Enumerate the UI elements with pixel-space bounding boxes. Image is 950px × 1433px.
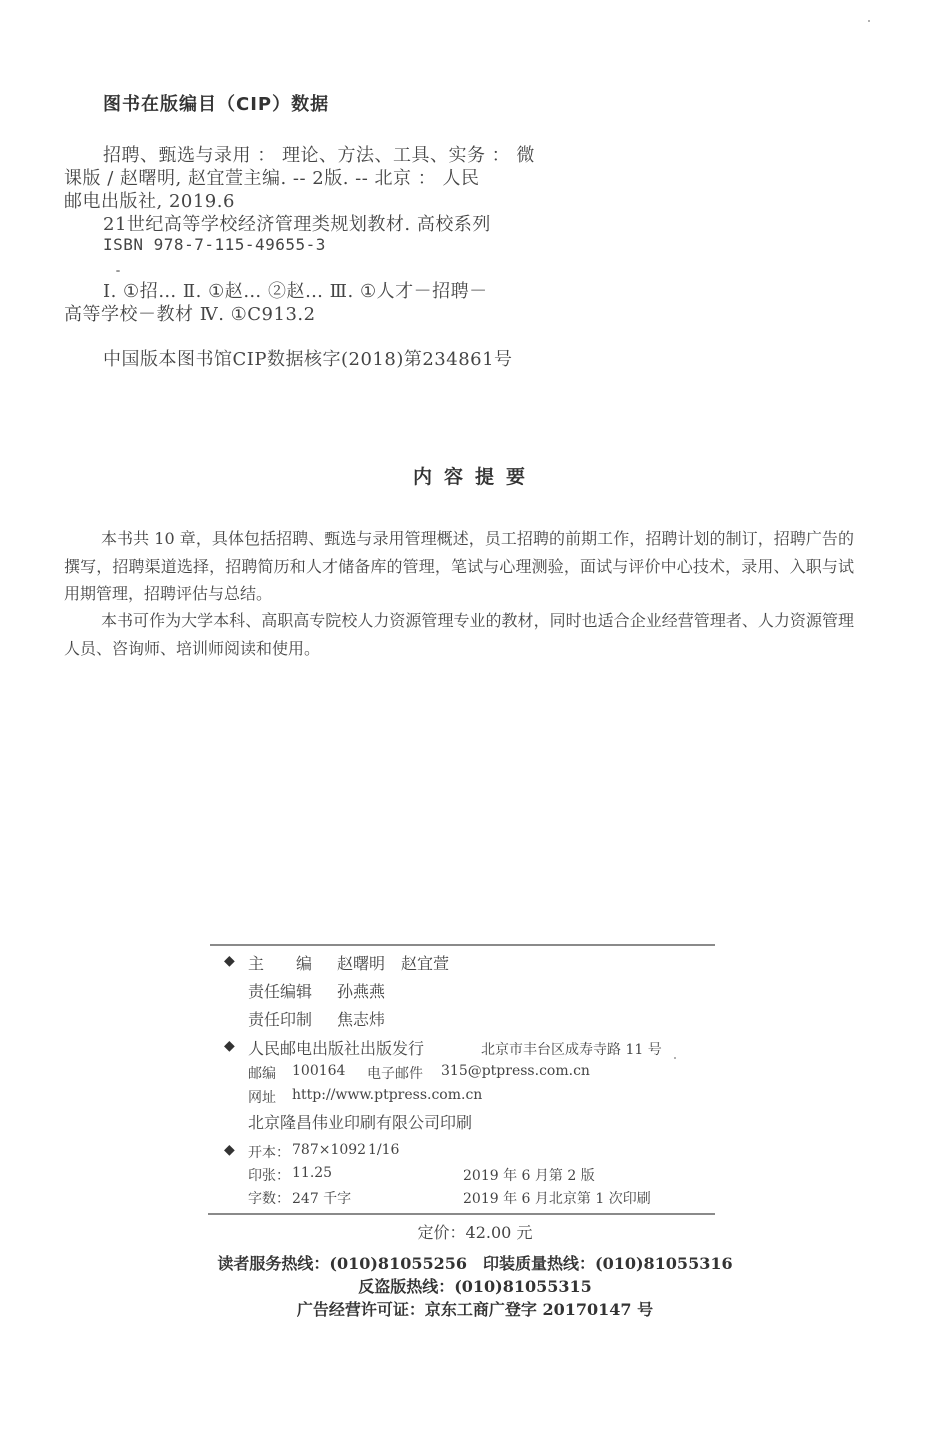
scan-speck [116, 270, 120, 272]
format-label: 开本： [248, 1145, 290, 1161]
email-label: 电子邮件 [367, 1066, 423, 1082]
website: http://www.ptpress.com.cn [292, 1087, 483, 1103]
words-label: 字数： [248, 1191, 290, 1207]
publisher: 人民邮电出版社出版发行 [248, 1039, 425, 1058]
credits-top-rule [210, 944, 715, 946]
scan-speck [674, 1057, 676, 1059]
advertising-license: 广告经营许可证：京东工商广登字 20170147 号 [296, 1300, 654, 1319]
word-count: 247 千字 [292, 1191, 352, 1207]
credits-bottom-rule [208, 1213, 715, 1215]
printer: 北京隆昌伟业印刷有限公司印刷 [248, 1113, 473, 1132]
website-label: 网址 [248, 1090, 276, 1106]
responsible-printing-name: 焦志炜 [337, 1010, 386, 1029]
cip-isbn: ISBN 978-7-115-49655-3 [103, 235, 326, 254]
price: 定价：42.00 元 [417, 1223, 533, 1242]
summary-paragraph-2: 本书可作为大学本科、高职高专院校人力资源管理专业的教材，同时也适合企业经营管理者、人力资源管理人员、咨询师、培训师阅读和使用。 [64, 611, 854, 658]
cip-series: 21世纪高等学校经济管理类规划教材. 高校系列 [103, 214, 491, 235]
reader-service-hotline: 读者服务热线：(010)81055256 印装质量热线：(010)81055316 [217, 1254, 733, 1273]
summary-heading: 内容提要 [412, 466, 537, 488]
cip-entry-line-3: 邮电出版社, 2019.6 [64, 191, 235, 212]
bullet-diamond-icon: ◆ [224, 953, 235, 969]
bullet-diamond-icon: ◆ [224, 1038, 235, 1054]
responsible-printing-label: 责任印制 [248, 1010, 313, 1029]
email: 315@ptpress.com.cn [441, 1063, 590, 1079]
cip-subject-line-2: 高等学校－教材 Ⅳ. ①C913.2 [64, 304, 316, 325]
bullet-diamond-icon: ◆ [224, 1142, 235, 1158]
cip-subject-line-1: Ⅰ. ①招… Ⅱ. ①赵… ②赵… Ⅲ. ①人才－招聘－ [103, 281, 488, 302]
editor-names: 赵曙明 赵宜萱 [337, 954, 450, 973]
postcode: 100164 [292, 1063, 346, 1079]
cip-entry-line-2: 课版 / 赵曙明, 赵宜萱主编. -- 2版. -- 北京 ： 人民 [64, 168, 480, 189]
cip-record-number: 中国版本图书馆CIP数据核字(2018)第234861号 [103, 349, 513, 370]
format-size: 787×1092 [292, 1142, 367, 1158]
summary-paragraph-1: 本书共 10 章，具体包括招聘、甄选与录用管理概述，员工招聘的前期工作，招聘计划的制订，招聘广告的撰写，招聘渠道选择，招聘简历和人才储备库的管理，笔试与心理测验，面试与评价中心技术，录用、入职与试用期管理，招聘评估与总结。 [64, 529, 854, 603]
printing: 2019 年 6 月北京第 1 次印刷 [463, 1191, 651, 1207]
scan-speck [868, 20, 870, 22]
cip-entry-line-1: 招聘、甄选与录用 ： 理论、方法、工具、实务 ： 微 [103, 145, 535, 166]
responsible-editor-name: 孙燕燕 [337, 982, 386, 1001]
sheets-label: 印张： [248, 1168, 290, 1184]
sheets: 11.25 [292, 1165, 333, 1181]
publisher-address: 北京市丰台区成寿寺路 11 号 [481, 1042, 662, 1058]
postcode-label: 邮编 [248, 1066, 276, 1082]
edition: 2019 年 6 月第 2 版 [463, 1168, 595, 1184]
format-fraction: 1/16 [368, 1142, 400, 1158]
cip-heading: 图书在版编目（CIP）数据 [103, 94, 330, 115]
editor-label: 主 编 [248, 954, 313, 973]
responsible-editor-label: 责任编辑 [248, 982, 313, 1001]
anti-piracy-hotline: 反盗版热线：(010)81055315 [358, 1277, 592, 1296]
